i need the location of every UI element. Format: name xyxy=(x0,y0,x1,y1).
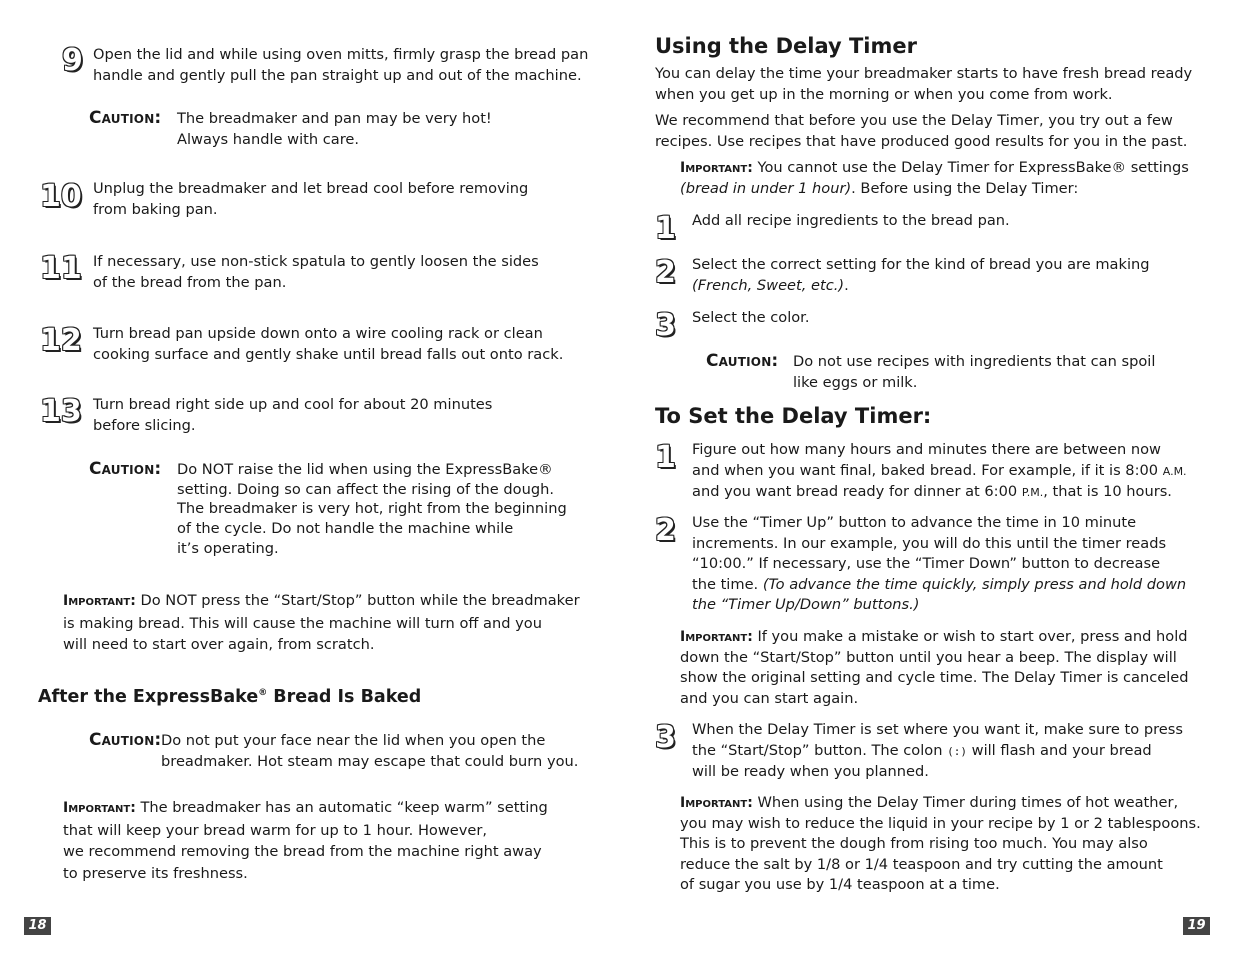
text-line: when you get up in the morning or when you come from work. xyxy=(655,85,1113,103)
text-line xyxy=(692,575,1186,596)
text-line xyxy=(692,741,1183,763)
important-2-block xyxy=(63,797,548,885)
text-run: . xyxy=(844,276,849,294)
text-line: cooking surface and gently shake until bread falls out onto rack. xyxy=(93,345,564,363)
text-line xyxy=(692,461,1187,483)
text-run: the time. xyxy=(692,575,763,593)
important-label: Important: xyxy=(63,800,136,816)
important-2-block xyxy=(680,627,1189,709)
step-9-text xyxy=(93,45,588,86)
important-label: Important: xyxy=(63,593,136,609)
text-line: reduce the salt by 1/8 or 1/4 teaspoon and try cutting the amount xyxy=(680,855,1163,873)
pre-step-1-text xyxy=(692,211,1010,232)
important-text: If you make a mistake or wish to start over, press and hold xyxy=(757,628,1188,645)
pre-step-2-text xyxy=(692,255,1150,296)
step-12-text xyxy=(93,324,563,365)
caution-label: Caution: xyxy=(89,730,162,750)
set-step-2-text xyxy=(692,513,1186,616)
section-heading-after-expressbake xyxy=(38,682,421,708)
caution-2-text xyxy=(177,460,567,559)
step-number-2: 2 xyxy=(655,513,676,548)
important-text: You cannot use the Delay Timer for ExpressBake® settings xyxy=(757,159,1189,176)
registered-mark: ® xyxy=(258,688,268,698)
text-line: Add all recipe ingredients to the bread pan. xyxy=(692,212,1010,229)
text-line: Select the correct setting for the kind of bread you are making xyxy=(692,256,1150,273)
text-line xyxy=(680,158,1189,179)
text-line: The breadmaker and pan may be very hot! xyxy=(177,110,492,127)
text-run: and when you want final, baked bread. For example, if it is 8:00 xyxy=(692,461,1163,479)
text-line: Unplug the breadmaker and let bread cool before removing xyxy=(93,180,529,197)
text-line: of the bread from the pan. xyxy=(93,273,287,291)
text-line: Do NOT raise the lid when using the ExpressBake® xyxy=(177,461,553,478)
text-line: is making bread. This will cause the machine will turn off and you xyxy=(63,614,542,632)
text-line: We recommend that before you use the Delay Timer, you try out a few xyxy=(655,112,1173,129)
text-line: Turn bread right side up and cool for about 20 minutes xyxy=(93,396,493,413)
text-line: Do not put your face near the lid when you open the xyxy=(161,732,546,749)
important-label: Important: xyxy=(680,795,753,811)
italic-text: (French, Sweet, etc.) xyxy=(692,276,845,294)
text-line: will need to start over again, from scratch. xyxy=(63,636,375,653)
text-line xyxy=(680,179,1189,200)
step-number-11: 11 xyxy=(40,251,82,286)
step-number-1: 1 xyxy=(655,211,676,246)
important-text: Do NOT press the “Start/Stop” button while the breadmaker xyxy=(140,592,580,609)
text-line: You can delay the time your breadmaker starts to have fresh bread ready xyxy=(655,65,1193,82)
text-line: like eggs or milk. xyxy=(793,373,918,391)
caution-label: Caution: xyxy=(89,459,162,479)
text-line: Always handle with care. xyxy=(177,130,360,148)
text-line: we recommend removing the bread from the machine right away xyxy=(63,843,542,861)
section-heading-using-delay-timer: Using the Delay Timer xyxy=(655,34,917,58)
text-run: and you want bread ready for dinner at 6:00 xyxy=(692,483,1022,500)
set-step-1-text xyxy=(692,440,1187,504)
text-line: Do not use recipes with ingredients that can spoil xyxy=(793,353,1156,370)
text-run: , that is 10 hours. xyxy=(1043,483,1172,500)
set-step-3-text xyxy=(692,720,1183,783)
caution-label: Caution: xyxy=(706,351,779,371)
text-line: of sugar you use by 1/4 teaspoon at a time. xyxy=(680,876,1000,893)
text-line: When the Delay Timer is set where you want it, make sure to press xyxy=(692,721,1183,738)
step-number-2: 2 xyxy=(655,255,676,290)
intro-paragraph-2 xyxy=(655,111,1187,152)
step-number-12: 12 xyxy=(40,323,82,358)
text-line: breadmaker. Hot steam may escape that could burn you. xyxy=(161,752,579,770)
text-run: the “Start/Stop” button. The colon xyxy=(692,741,948,759)
important-text: When using the Delay Timer during times of hot weather, xyxy=(757,794,1179,811)
important-1-block xyxy=(63,590,580,656)
caution-text xyxy=(793,352,1155,393)
colon-symbol: (:) xyxy=(947,744,967,758)
text-line: you may wish to reduce the liquid in your recipe by 1 or 2 tablespoons. xyxy=(680,814,1201,832)
am-label: A.M. xyxy=(1162,464,1187,478)
caution-label: Caution: xyxy=(89,108,162,128)
pre-step-3-text xyxy=(692,308,809,329)
text-line: Select the color. xyxy=(692,309,810,326)
page-number-left: 18 xyxy=(24,917,51,935)
text-run: . Before using the Delay Timer: xyxy=(851,179,1079,197)
text-line xyxy=(63,797,548,820)
text-line xyxy=(63,590,580,613)
step-number-1: 1 xyxy=(655,440,676,475)
text-line: will be ready when you planned. xyxy=(692,763,929,780)
pm-label: P.M. xyxy=(1021,486,1044,499)
text-line: Figure out how many hours and minutes there are between now xyxy=(692,441,1161,458)
text-line: the “Timer Up/Down” buttons.) xyxy=(692,596,920,613)
important-label: Important: xyxy=(680,160,753,176)
text-line: Turn bread pan upside down onto a wire cooling rack or clean xyxy=(93,325,543,342)
page-number-right: 19 xyxy=(1183,917,1210,935)
text-run: will flash and your bread xyxy=(967,741,1152,759)
text-line: of the cycle. Do not handle the machine while xyxy=(177,520,514,538)
text-line: setting. Doing so can affect the rising of the dough. xyxy=(177,480,554,498)
text-line: This is to prevent the dough from rising too much. You may also xyxy=(680,835,1148,852)
step-number-3: 3 xyxy=(655,308,676,343)
important-text: The breadmaker has an automatic “keep warm” setting xyxy=(140,799,548,816)
text-line: handle and gently pull the pan straight up and out of the machine. xyxy=(93,66,582,84)
text-line xyxy=(680,627,1189,648)
text-line: If necessary, use non-stick spatula to gently loosen the sides xyxy=(93,253,539,270)
text-line: from baking pan. xyxy=(93,200,218,218)
caution-3-text xyxy=(161,731,578,772)
text-line xyxy=(692,482,1187,504)
text-line: show the original setting and cycle time. The Delay Timer is canceled xyxy=(680,669,1189,686)
important-label: Important: xyxy=(680,629,753,645)
text-line: Open the lid and while using oven mitts, firmly grasp the bread pan xyxy=(93,46,589,63)
text-line: recipes. Use recipes that have produced good results for you in the past. xyxy=(655,132,1188,150)
heading-text: After the ExpressBake xyxy=(38,686,259,707)
text-line: The breadmaker is very hot, right from the beginning xyxy=(177,500,567,518)
section-heading-to-set-delay-timer: To Set the Delay Timer: xyxy=(655,404,932,428)
step-11-text xyxy=(93,252,539,293)
text-line xyxy=(680,793,1201,814)
text-line: “10:00.” If necessary, use the “Timer Down” button to decrease xyxy=(692,555,1161,572)
step-number-13: 13 xyxy=(40,394,82,429)
step-number-3: 3 xyxy=(655,720,676,755)
step-number-10: 10 xyxy=(40,179,82,214)
important-3-block xyxy=(680,793,1201,896)
text-line: and you can start again. xyxy=(680,689,859,707)
heading-text: Bread Is Baked xyxy=(267,686,422,707)
text-line: before slicing. xyxy=(93,416,196,434)
step-13-text xyxy=(93,395,492,436)
text-line xyxy=(692,276,1150,297)
caution-1-text xyxy=(177,109,492,150)
italic-text: (bread in under 1 hour) xyxy=(680,179,852,197)
text-line: down the “Start/Stop” button until you hear a beep. The display will xyxy=(680,648,1177,666)
text-line: that will keep your bread warm for up to 1 hour. However, xyxy=(63,821,488,839)
intro-paragraph-1 xyxy=(655,64,1192,105)
text-line: it’s operating. xyxy=(177,539,279,557)
text-line: to preserve its freshness. xyxy=(63,865,248,883)
italic-text: (To advance the time quickly, simply press and hold down xyxy=(762,575,1187,593)
text-line: increments. In our example, you will do this until the timer reads xyxy=(692,534,1167,552)
step-number-9: 9 xyxy=(62,43,83,78)
text-line: Use the “Timer Up” button to advance the time in 10 minute xyxy=(692,514,1137,531)
step-10-text xyxy=(93,179,528,220)
important-1-block xyxy=(680,158,1189,199)
